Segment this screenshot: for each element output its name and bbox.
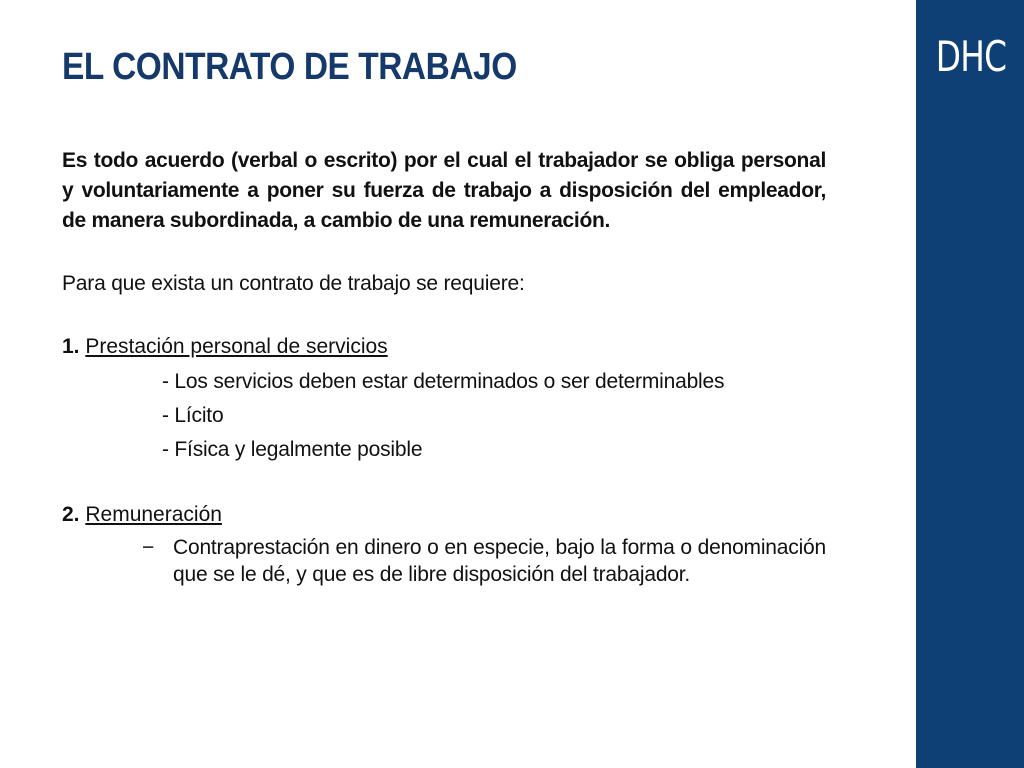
- slide-title: EL CONTRATO DE TRABAJO: [62, 46, 517, 88]
- requirement-1-label: Prestación personal de servicios: [85, 335, 388, 358]
- dhc-logo: DHC: [935, 31, 1007, 81]
- requirement-1-number: 1.: [62, 335, 80, 358]
- requirement-1: [62, 332, 826, 467]
- dash-marker: −: [142, 536, 155, 559]
- slide-content: [62, 146, 826, 588]
- requirement-2: [62, 500, 826, 588]
- requirement-2-label: Remuneración: [85, 503, 222, 526]
- requirement-2-detail-text: Contraprestación en dinero o en especie, bajo la forma o denominación que se le dé, y que es de libre disposición del trabajador.: [173, 536, 826, 586]
- requirement-1-item: - Lícito: [162, 404, 224, 427]
- requirement-1-heading: [62, 332, 826, 362]
- requirement-1-item: - Los servicios deben estar determinados o ser determinables: [162, 370, 725, 393]
- requirements-intro: Para que exista un contrato de trabajo se requiere:: [62, 272, 525, 295]
- requirement-1-list: [62, 365, 826, 467]
- requirement-2-number: 2.: [62, 503, 80, 526]
- brand-sidebar: [916, 0, 1024, 768]
- requirement-2-detail: [62, 534, 826, 588]
- requirement-2-heading: [62, 500, 826, 530]
- definition-paragraph: Es todo acuerdo (verbal o escrito) por el cual el trabajador se obliga personal y voluntariamente a poner su fuerza de trabajo a disposición del empleador, de manera subordinada, a cambio de una remuneración.: [62, 149, 826, 232]
- requirement-1-item: - Física y legalmente posible: [162, 438, 423, 461]
